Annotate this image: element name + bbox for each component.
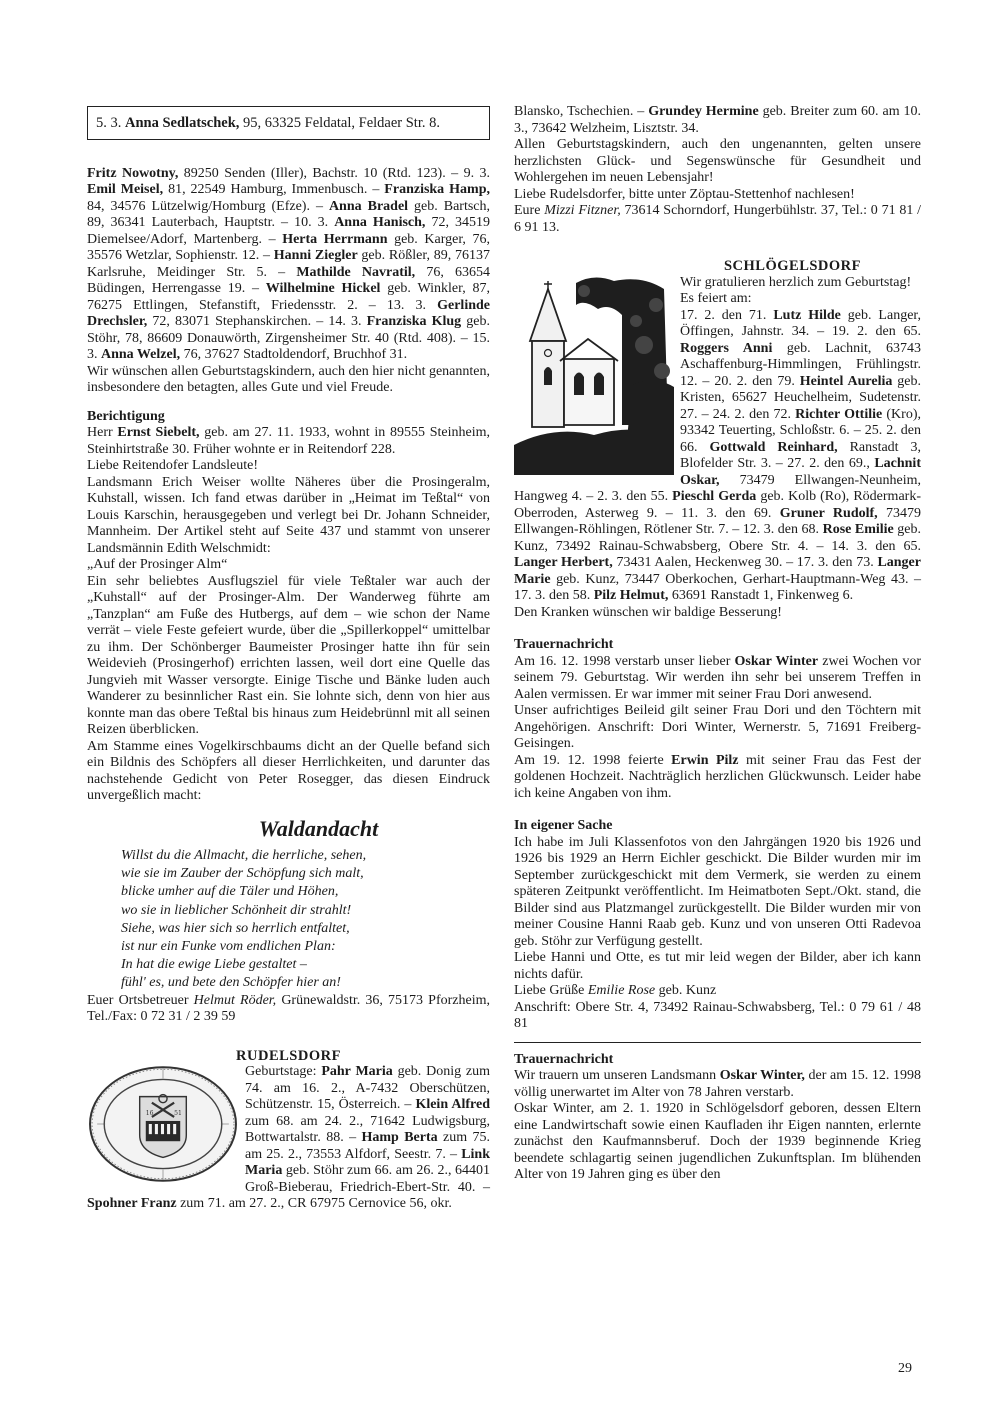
bold-name: Pahr Maria: [321, 1064, 393, 1080]
own-matter-text: Ich habe im Juli Klassenfotos von den Jahrgängen 1920 bis 1926 und 1926 bis 1929 an Herrn Eichler geschickt. Die Bilder wurden mir im September zurückgeschickt mit dem Vermerk, sie werden zu einem späteren Zeitpunkt veröffentlicht. Im Heimatboten Sept./Okt. stand, die Bilder sind aus Platzmangel zurückgestellt. Die Bilder wurden mir von meiner Cousine Hanni Raab geb. Kunz und von unseren Otti Radevoa geb. Stöhr zur Verfügung gestellt.: [514, 834, 921, 949]
redirect-note: Liebe Rudelsdorfer, bitte unter Zöptau-Stettenhof nachlesen!: [514, 186, 855, 202]
text-run: geb. Breiter zum 60. am 10. 3., 73642 Welzheim, Lisztstr. 34.: [514, 104, 922, 136]
right-signoff: Eure Mizzi Fitzner, 73614 Schorndorf, Hungerbühlstr. 37, Tel.: 0 71 81 / 6 91 13.: [514, 203, 922, 235]
text-run: zum 68. am 24. 2., 71642 Ludwigsburg, Bottwartalstr. 88. –: [245, 1113, 490, 1146]
schloegelsdorf-heading: SCHLÖGELSDORF: [723, 258, 862, 274]
poem-line: Willst du die Allmacht, die herrliche, sehen,: [121, 848, 367, 863]
condolence-text: Unser aufrichtiges Beileid gilt seiner Frau Dori und den Töchtern mit Angehörigen. Anschrift: Dori Winter, Wernerstr. 5, 71691 Freiberg-Geisingen.: [514, 703, 921, 751]
bold-name: Franziska Klug: [366, 314, 462, 329]
text-run: geb. Donig zum 74. am 16. 2., A-7432 Oberschützen, Schützenstr. 15, Österreich. –: [245, 1064, 490, 1113]
bold-name: Anna Welzel,: [101, 347, 181, 362]
article-body-2: Am Stamme eines Vogelkirschbaums dicht an der Quelle befand sich ein Bildnis des Schöpfers all dieser Herrlichkeiten, und darunter das nachstehende Gedicht von Peter Rosegger, das diesen Eindruck unvergeßlich macht:: [87, 738, 490, 803]
text-run: 89250 Senden (Iller), Bachstr. 10 (Rtd. 123). – 9. 3.: [178, 165, 490, 181]
bold-name: Hanni Ziegler: [273, 248, 358, 263]
golden-wedding-text: [514, 753, 921, 803]
poem-line: Siehe, was hier sich so herrlich entfaltet,: [121, 920, 350, 936]
text-run: zum 71. am 27. 2., CR 67975 Cernovice 56, okr.: [176, 1196, 452, 1212]
text-run: 76, 37627 Stadtoldendorf, Bruchhof 31.: [180, 347, 408, 362]
text-run: geb. am 27. 11. 1933, wohnt in 89555 Steinheim, Steinhirtstraße 30. Früher wohnte er in Reitendorf 228.: [87, 425, 490, 457]
text-run: geb. Kunz, 73447 Oberkochen, Gerhart-Hauptmann-Weg 43. – 17. 3. den 58.: [514, 571, 921, 603]
text-run: zwei Wochen vor seinem 79. Geburtstag. Wir werden ihn sehr bei unserem Treffen in Aalen vermissen. Er war immer mit seiner Frau Dori anwesend.: [514, 653, 921, 702]
text-run: Herr: [87, 425, 118, 440]
bold-name: Grundey Hermine: [648, 104, 759, 119]
poem-title: Waldandacht: [258, 815, 379, 841]
poem-line: In hat die ewige Liebe gestaltet –: [121, 957, 307, 973]
text-run: geb. Karger, 76, 35576 Wetzlar, Sophienstr. 12. –: [87, 231, 490, 263]
article-intro: Landsmann Erich Weiser wollte Näheres über die Prosingeralm, Kuhstall, wissen. Ich fand etwas darüber in „Heimat im Teßtal“ von Louis Karschin, herausgegeben und verlegt bei Dr. Johann Schneider, Mannheim. Der Artikel steht auf Seite 437 und stammt von unserer Landsmännin Edith Welschmidt:: [87, 474, 490, 556]
correction-heading: Berichtigung: [87, 408, 165, 424]
left-signoff: Euer Ortsbetreuer Helmut Röder, Grünewaldstr. 36, 75173 Pforzheim, Tel./Fax: 0 72 31 / 2 39 59: [87, 992, 490, 1025]
bold-name: Anna Bradel: [328, 198, 409, 214]
bold-name: Oskar Winter,: [719, 1068, 805, 1083]
bold-name: Gerlinde Drechsler,: [87, 297, 490, 329]
celebrates-line: Es feiert am:: [680, 291, 752, 306]
bold-name: Klein Alfred: [415, 1097, 490, 1113]
svg-text:16: 16: [145, 1110, 154, 1118]
text-run: 63691 Ranstadt 1, Finkenweg 6.: [668, 588, 854, 603]
bold-name: Link Maria: [245, 1146, 490, 1179]
obituary-heading-2: Trauernachricht: [514, 1051, 614, 1067]
bold-name: Pilz Helmut,: [593, 588, 669, 603]
birthday-wishes: Allen Geburtstagskindern, auch den ungenannten, gelten unsere herzlichsten Glück- und Segenswünsche für Gesundheit und Wohlergehen im neuen Lebensjahr!: [514, 137, 921, 185]
bold-name: Roggers Anni: [680, 340, 773, 356]
text-run: geb. Stöhr, 78, 86609 Donauwörth, Zirgensheimer Str. 40 (Rtd. 408). – 15. 3.: [87, 314, 490, 362]
sick-wish: Den Kranken wünschen wir baldige Besserung!: [514, 604, 782, 620]
text-run: geb. Langer, Öffingen, Jahnstr. 34. – 19. 2. den 65.: [680, 307, 922, 339]
quote-title: „Auf der Prosinger Alm“: [87, 557, 228, 572]
text-run: der am 15. 12. 1998 völlig unerwartet im Alter von 78 Jahren verstarb.: [514, 1068, 922, 1100]
text-run: 76, 63654 Büdingen, Herrengasse 19. –: [87, 264, 490, 296]
text-run: 72, 34519 Diemelsee/Adorf, Martenberg. –: [87, 215, 491, 247]
birthday-wish: Wir wünschen allen Geburtstagskindern, auch den hier nicht genannten, insbesondere den betagten, alles Gute und viel Freude.: [87, 363, 490, 395]
text-run: Blansko, Tschechien. –: [514, 104, 649, 119]
rudelsdorf-heading: RUDELSDORF: [236, 1047, 341, 1064]
bold-name: Langer Herbert,: [514, 555, 613, 570]
page-number: 29: [898, 1361, 912, 1376]
text-run: mit seiner Frau das Fest der goldenen Hochzeit. Nachträglich herzlichen Glückwunsch. Leider habe ich keine Angaben von ihm.: [514, 752, 921, 801]
left-column: [87, 104, 490, 1213]
birthday-list: [87, 166, 490, 364]
text-run: Am 16. 12. 1998 verstarb unser lieber: [514, 653, 735, 669]
text-run: Am 19. 12. 1998 feierte: [514, 752, 672, 768]
poem: [121, 847, 490, 993]
poem-line: ist nur ein Funke vom endlichen Plan:: [121, 939, 336, 955]
poem-line: fühl' es, und bete den Schöpfer hier an!: [121, 975, 341, 991]
svg-text:51: 51: [174, 1110, 182, 1118]
text-run: Wir trauern um unseren Landsmann: [514, 1068, 720, 1083]
text-run: 72, 83071 Stephanskirchen. – 14. 3.: [147, 314, 367, 329]
text-run: geb. Rößler, 89, 76137 Karlsruhe, Meidinger Str. 5. –: [87, 248, 490, 280]
bold-name: Spohner Franz: [87, 1196, 177, 1212]
greeting-signoff: Liebe Grüße Emilie Rose geb. Kunz: [514, 983, 717, 998]
bold-name: Emil Meisel,: [87, 182, 164, 197]
bold-name: Gottwald Reinhard,: [709, 439, 838, 455]
church-photo: [514, 275, 674, 475]
right-column: [514, 104, 921, 1184]
greeting-line: Liebe Reitendofer Landsleute!: [87, 458, 259, 473]
municipal-seal-image: [87, 1064, 239, 1184]
text-run: geb. Kristen, 65627 Heuchelheim, Sudetenstr. 27. – 24. 2. den 72.: [680, 373, 922, 422]
bold-name: Pieschl Gerda: [672, 489, 757, 504]
bold-name: Lutz Hilde: [773, 307, 841, 323]
bold-name: Oskar Winter: [734, 653, 819, 669]
text-run: geb. Winkler, 87, 76275 Ettlingen, Stefanstift, Friedensstr. 2. – 13. 3.: [87, 281, 490, 313]
text-run: geb. Kunz, 73492 Rainau-Schwabsberg, Obere Str. 4. – 14. 3. den 65.: [514, 522, 922, 554]
bold-name: Langer Marie: [514, 555, 921, 587]
obituary-text-2: [514, 1068, 921, 1101]
own-matter-heading: In eigener Sache: [514, 818, 613, 833]
correction-text: [87, 425, 490, 458]
obituary-text: [514, 654, 921, 704]
text-run: 73479 Ellwangen-Röhlingen, Rötlener Str. 7. – 12. 3. den 68.: [514, 505, 922, 537]
poem-line: wie sie im Zauber der Schöpfung sich malt,: [121, 866, 364, 882]
text-run: zum 75. am 25. 2., 73553 Alfdorf, Seestr. 7. –: [245, 1130, 491, 1162]
congrats-line: Wir gratulieren herzlich zum Geburtstag!: [680, 274, 912, 290]
address-line: Anschrift: Obere Str. 4, 73492 Rainau-Schwabsberg, Tel.: 0 79 61 / 48 81: [514, 999, 921, 1031]
poem-line: blicke umher auf die Täler und Höhen,: [121, 884, 339, 900]
text-run: 84, 34576 Lützelwig/Homburg (Efze). –: [87, 198, 329, 214]
text-run: 73431 Aalen, Heckenweg 30. – 17. 3. den 73.: [612, 555, 878, 570]
text-run: (Kro), 93342 Teuerting, Schloßstr. 6. – 25. 2. den 66.: [680, 406, 921, 455]
bold-name: Heintel Aurelia: [799, 373, 893, 389]
bold-name: Rose Emilie: [822, 522, 894, 537]
bold-name: Wilhelmine Hickel: [265, 281, 381, 296]
bold-name: Anna Hanisch,: [334, 215, 426, 230]
text-run: geb. Kolb (Ro), Rödermark-Oberroden, Asterweg 9. – 11. 3. den 69.: [514, 489, 921, 521]
text-run: geb. Lachnit, 63743 Aschaffenburg-Himmlingen, Frühlingstr. 12. – 20. 2. den 79.: [680, 340, 921, 389]
continued-birthday: [514, 104, 921, 137]
bold-name: Fritz Nowotny,: [87, 165, 179, 181]
text-run: geb. Stöhr zum 66. am 26. 2., 64401 Groß-Bieberau, Friedrich-Ebert-Str. 40. –: [245, 1163, 490, 1195]
boxed-birthday-entry: 5. 3. Anna Sedlatschek, 95, 63325 Feldatal, Feldaer Str. 8.: [87, 106, 490, 140]
bold-name: Hamp Berta: [361, 1130, 438, 1146]
text-run: Ranstadt 3, Blofelder Str. 3. – 27. 2. den 69.,: [680, 439, 922, 471]
biography-text: Oskar Winter, am 2. 1. 1920 in Schlögelsdorf geboren, dessen Eltern eine Landwirtschaft sowie einen Kaufladen ihr Eigen nannten, erlernte zunächst den Kaufmannsberuf. Doch der 1939 beginnende Krieg beendete schlagartig seinen jugendlichen Zukunftsplan. Im blühenden Alter von 19 Jahren ging es über den: [514, 1101, 921, 1182]
text-run: 73479 Ellwangen-Neunheim, Hangweg 4. – 2. 3. den 55.: [514, 472, 921, 504]
bold-name: Franziska Hamp,: [384, 182, 490, 197]
text-run: geb. Bartsch, 89, 36341 Lauterbach, Hauptstr. – 10. 3.: [87, 198, 490, 230]
bold-name: Erwin Pilz: [671, 752, 739, 768]
bold-name: Richter Ottilie: [795, 406, 883, 422]
obituary-heading: Trauernachricht: [514, 637, 614, 652]
poem-line: wo sie in lieblicher Schönheit dir strahlt!: [121, 902, 352, 918]
text-run: Geburtstage:: [245, 1064, 322, 1080]
text-run: 17. 2. den 71.: [680, 307, 774, 323]
text-run: 81, 22549 Hamburg, Immenbusch. –: [163, 182, 385, 197]
bold-name: Ernst Siebelt,: [117, 425, 200, 440]
article-body: Ein sehr beliebtes Ausflugsziel für viele Teßtaler war auch der „Kuhstall“ auf der Prosinger-Alm. Der Wanderweg führte am „Tanzplan“ am Fuße des Hutbergs, auf dem – wie schon der Name verrät – viele Feste gefeiert wurde, über die „Spillerkoppel“ umittelbar zu ihm. Der Schönberger Baumeister Prosinger hatte ihn für sein Weidevieh (Prosingerhof) errichten lassen, weil dort eine Quelle das Jungvieh mit Wasser versorgte. Einige Tische und Bänke luden auch Wanderer zu besinnlicher Rast ein. Sie lohnte sich, denn von hier aus konnte man das obere Teßtal bis hinaus zum Heidebrünnl mit all seinen Reizen überblicken.: [87, 573, 490, 737]
bold-name: Lachnit Oskar,: [680, 456, 921, 488]
bold-name: Gruner Rudolf,: [779, 505, 878, 521]
section-divider: [514, 1042, 921, 1043]
bold-name: Mathilde Navratil,: [296, 264, 416, 280]
bold-name: Herta Herrmann: [282, 231, 388, 247]
apology-text: Liebe Hanni und Otte, es tut mir leid wegen der Bilder, aber ich kann nichts dafür.: [514, 950, 921, 982]
